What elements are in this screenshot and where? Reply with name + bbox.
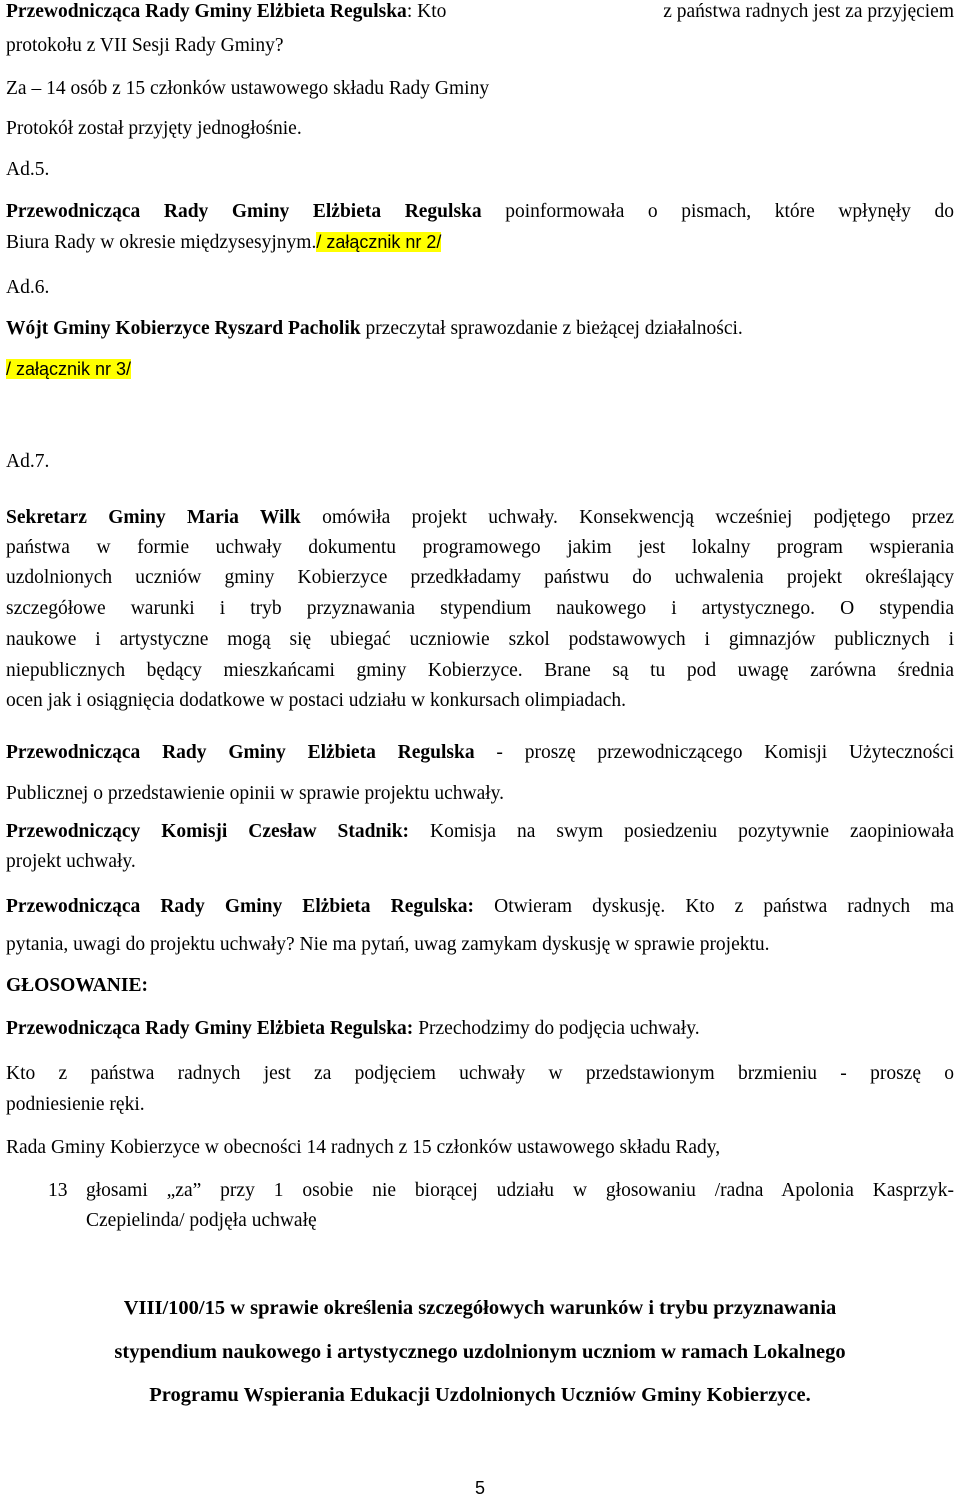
resolution-title-line-1: VIII/100/15 w sprawie określenia szczegółowych warunków i trybu przyznawania: [123, 1297, 837, 1319]
p11-line-1: Przewodnicząca Rady Gminy Elżbieta Regulska: Przechodzimy do podjęcia uchwały.: [6, 1018, 700, 1039]
p1-line-2: protokołu z VII Sesji Rady Gminy?: [6, 35, 284, 56]
p10-line-2: pytania, uwagi do projektu uchwały? Nie ma pytań, uwag zamykam dyskusję w sprawie projektu.: [6, 934, 770, 955]
ad5-label: Ad.5.: [6, 159, 50, 180]
ad7-label: Ad.7.: [6, 451, 50, 472]
p1-line-1: Przewodnicząca Rady Gminy Elżbieta Regulska: Kto z państwa radnych jest za przyjęciem: [6, 1, 954, 22]
resolution-title-line-3: Programu Wspierania Edukacji Uzdolnionych Uczniów Gminy Kobierzyce.: [149, 1384, 811, 1406]
p8-line-1: Przewodnicząca Rady Gminy Elżbieta Regulska - proszę przewodniczącego Komisji Użyteczności: [6, 742, 954, 763]
p12-line-1: Kto z państwa radnych jest za podjęciem uchwały w przedstawionym brzmieniu - proszę o: [6, 1063, 954, 1084]
p14-line-1: głosami „za” przy 1 osobie nie biorącej udziału w głosowaniu /radna Apolonia Kasprzyk-: [86, 1180, 954, 1201]
ad7-line-5: naukowe i artystyczne mogą się ubiegać uczniowie szkol podstawowych i gimnazjów publicznych i: [6, 629, 954, 650]
attachment-ref: / załącznik nr 3/: [6, 359, 132, 379]
ad7-line-2: państwa w formie uchwały dokumentu programowego jakim jest lokalny program wspierania: [6, 537, 954, 558]
p1-line-4: Protokół został przyjęty jednogłośnie.: [6, 118, 302, 139]
p9-line-1: Przewodniczący Komisji Czesław Stadnik: Komisja na swym posiedzeniu pozytywnie zaopiniowała: [6, 821, 954, 842]
p8-line-2: Publicznej o przedstawienie opinii w sprawie projektu uchwały.: [6, 783, 505, 804]
resolution-title-line-2: stypendium naukowego i artystycznego uzdolnionym uczniom w ramach Lokalnego: [114, 1341, 846, 1363]
ad6-label: Ad.6.: [6, 277, 50, 298]
p1-line-3: Za – 14 osób z 15 członków ustawowego składu Rady Gminy: [6, 78, 490, 99]
p14-line-2: Czepielinda/ podjęła uchwałę: [86, 1210, 317, 1231]
speaker-name: Przewodnicząca Rady Gminy Elżbieta Regulska: [6, 1, 407, 22]
p10-line-1: Przewodnicząca Rady Gminy Elżbieta Regulska: Otwieram dyskusję. Kto z państwa radnych ma: [6, 896, 954, 917]
vote-heading: GŁOSOWANIE:: [6, 975, 148, 996]
ad6-line-1: Wójt Gminy Kobierzyce Ryszard Pacholik przeczytał sprawozdanie z bieżącej działalności.: [6, 318, 743, 339]
ad7-line-1: Sekretarz Gminy Maria Wilk omówiła projekt uchwały. Konsekwencją wcześniej podjętego przez: [6, 507, 955, 528]
ad7-line-6: niepublicznych będący mieszkańcami gminy Kobierzyce. Brane są tu pod uwagę zarówna średnia: [6, 660, 954, 681]
attachment-ref: / załącznik nr 2/: [316, 232, 442, 252]
p12-line-2: podniesienie ręki.: [6, 1094, 145, 1115]
page-number: 5: [474, 1478, 485, 1498]
ad7-line-3: uzdolnionych uczniów gminy Kobierzyce przedkładamy państwu do uchwalenia projekt określający: [6, 567, 954, 588]
ad7-line-4: szczegółowe warunki i tryb przyznawania stypendium naukowego i artystycznego. O stypendia: [6, 598, 954, 619]
p9-line-2: projekt uchwały.: [6, 851, 136, 872]
vote-count: 13: [48, 1180, 68, 1201]
ad6-attachment: [6, 357, 954, 382]
ad5-line-1: Przewodnicząca Rady Gminy Elżbieta Regulska poinformowała o pismach, które wpłynęły do: [6, 201, 954, 222]
ad5-line-2: Biura Rady w okresie międzysesyjnym./ załącznik nr 2/: [6, 232, 442, 253]
ad7-line-7: ocen jak i osiągnięcia dodatkowe w postaci udziału w konkursach olimpiadach.: [6, 690, 627, 711]
p13-line-1: Rada Gminy Kobierzyce w obecności 14 radnych z 15 członków ustawowego składu Rady,: [6, 1137, 721, 1158]
